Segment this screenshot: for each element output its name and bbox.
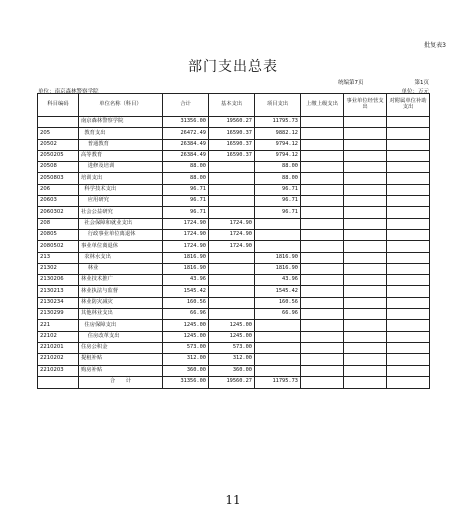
subject-code-cell: 2210202 bbox=[38, 354, 79, 365]
subject-code-cell: 2130234 bbox=[38, 297, 79, 308]
subject-name-cell bbox=[79, 139, 163, 150]
amount-cell bbox=[387, 162, 430, 173]
document-title: 部门支出总表 bbox=[188, 59, 278, 75]
table-row bbox=[38, 342, 430, 353]
amount-cell bbox=[344, 286, 387, 297]
amount-cell bbox=[387, 331, 430, 342]
amount-cell: 1724.90 bbox=[209, 229, 255, 240]
amount-cell bbox=[387, 128, 430, 139]
table-row bbox=[38, 196, 430, 207]
subject-code-cell: 2130213 bbox=[38, 286, 79, 297]
amount-cell: 31356.00 bbox=[163, 117, 209, 128]
amount-cell bbox=[209, 162, 255, 173]
subject-name-text: 农林水支出 bbox=[84, 253, 111, 260]
subject-name-text: 事业单位离退休 bbox=[81, 242, 119, 249]
amount-cell bbox=[344, 354, 387, 365]
amount-cell bbox=[387, 376, 430, 388]
amount-cell bbox=[301, 150, 344, 161]
indent bbox=[81, 231, 88, 237]
subject-code-cell: 213 bbox=[38, 252, 79, 263]
subject-name-text: 林业执法与监督 bbox=[81, 287, 119, 294]
column-header: 合计 bbox=[163, 94, 209, 117]
amount-cell bbox=[301, 297, 344, 308]
amount-cell bbox=[301, 263, 344, 274]
amount-cell: 16590.37 bbox=[209, 128, 255, 139]
subject-code-cell: 221 bbox=[38, 320, 79, 331]
amount-cell bbox=[301, 286, 344, 297]
amount-cell: 1724.90 bbox=[163, 218, 209, 229]
amount-cell: 43.96 bbox=[255, 275, 301, 286]
subject-name-cell bbox=[79, 150, 163, 161]
amount-cell: 1724.90 bbox=[209, 241, 255, 252]
subject-name-text: 高等教育 bbox=[81, 152, 103, 159]
amount-cell bbox=[301, 275, 344, 286]
amount-cell bbox=[255, 218, 301, 229]
table-row bbox=[38, 162, 430, 173]
amount-cell bbox=[255, 342, 301, 353]
page-label: 第1页 bbox=[414, 80, 429, 86]
amount-cell bbox=[301, 184, 344, 195]
amount-cell: 1724.90 bbox=[163, 241, 209, 252]
column-header: 项目支出 bbox=[255, 94, 301, 117]
amount-cell: 1724.90 bbox=[163, 229, 209, 240]
subject-name-text: 行政事业单位离退休 bbox=[87, 231, 136, 238]
subject-code-cell bbox=[38, 117, 79, 128]
amount-cell bbox=[301, 331, 344, 342]
subject-name-cell bbox=[79, 297, 163, 308]
subject-code-cell: 2210201 bbox=[38, 342, 79, 353]
amount-cell: 96.71 bbox=[163, 207, 209, 218]
amount-cell bbox=[387, 218, 430, 229]
amount-cell bbox=[209, 196, 255, 207]
subject-name-cell bbox=[79, 365, 163, 376]
subject-code-cell: 205 bbox=[38, 128, 79, 139]
amount-cell bbox=[387, 117, 430, 128]
amount-cell bbox=[209, 207, 255, 218]
subject-code-cell: 208 bbox=[38, 218, 79, 229]
subject-code-cell: 2130299 bbox=[38, 309, 79, 320]
table-row bbox=[38, 286, 430, 297]
amount-cell bbox=[387, 342, 430, 353]
subject-name-text: 普通教育 bbox=[87, 140, 109, 147]
amount-cell bbox=[209, 275, 255, 286]
amount-cell bbox=[344, 241, 387, 252]
page-number: 11 bbox=[225, 493, 241, 507]
subject-code-cell: 2050803 bbox=[38, 173, 79, 184]
table-row bbox=[38, 218, 430, 229]
subject-name-text: 提租补贴 bbox=[81, 355, 103, 362]
amount-cell bbox=[344, 342, 387, 353]
amount-cell: 43.96 bbox=[163, 275, 209, 286]
amount-cell bbox=[387, 297, 430, 308]
subject-name-cell bbox=[79, 342, 163, 353]
table-row bbox=[38, 275, 430, 286]
subject-code-cell: 206 bbox=[38, 184, 79, 195]
amount-cell bbox=[344, 275, 387, 286]
subject-name-text: 教育支出 bbox=[84, 129, 106, 136]
amount-cell bbox=[301, 309, 344, 320]
amount-cell bbox=[344, 128, 387, 139]
table-row bbox=[38, 297, 430, 308]
subject-code-cell: 21302 bbox=[38, 263, 79, 274]
amount-cell bbox=[387, 184, 430, 195]
subject-name-cell bbox=[79, 263, 163, 274]
subject-name-cell bbox=[79, 207, 163, 218]
indent bbox=[81, 333, 88, 339]
amount-cell: 160.56 bbox=[163, 297, 209, 308]
indent bbox=[81, 163, 88, 169]
amount-cell bbox=[387, 252, 430, 263]
amount-cell bbox=[255, 320, 301, 331]
amount-cell: 26384.49 bbox=[163, 139, 209, 150]
amount-cell bbox=[344, 229, 387, 240]
amount-cell bbox=[387, 150, 430, 161]
amount-cell: 1724.90 bbox=[209, 218, 255, 229]
table-body bbox=[38, 117, 430, 389]
amount-cell bbox=[387, 320, 430, 331]
amount-cell: 19560.27 bbox=[209, 376, 255, 388]
column-header: 单位名称（科目） bbox=[79, 94, 163, 117]
unit-name-label: 单位：南京森林警察学院 bbox=[38, 89, 99, 95]
amount-cell: 1816.90 bbox=[163, 252, 209, 263]
amount-cell: 19560.27 bbox=[209, 117, 255, 128]
amount-cell bbox=[387, 173, 430, 184]
amount-cell: 96.71 bbox=[163, 184, 209, 195]
amount-cell bbox=[301, 342, 344, 353]
amount-cell: 96.71 bbox=[255, 207, 301, 218]
amount-cell: 1816.90 bbox=[255, 263, 301, 274]
amount-cell bbox=[209, 263, 255, 274]
amount-cell bbox=[387, 207, 430, 218]
subject-name-cell bbox=[79, 229, 163, 240]
amount-cell bbox=[387, 286, 430, 297]
subject-name-cell bbox=[79, 320, 163, 331]
amount-cell: 9794.12 bbox=[255, 150, 301, 161]
amount-cell: 1816.90 bbox=[255, 252, 301, 263]
amount-cell bbox=[344, 218, 387, 229]
amount-cell: 88.00 bbox=[255, 162, 301, 173]
amount-cell: 16590.37 bbox=[209, 150, 255, 161]
amount-cell: 11795.73 bbox=[255, 117, 301, 128]
amount-cell: 1245.00 bbox=[209, 331, 255, 342]
amount-cell bbox=[301, 252, 344, 263]
subject-name-text: 林业 bbox=[87, 265, 99, 272]
subject-name-cell bbox=[79, 128, 163, 139]
amount-cell: 88.00 bbox=[255, 173, 301, 184]
amount-cell bbox=[209, 297, 255, 308]
amount-cell bbox=[209, 173, 255, 184]
subject-code-cell: 20805 bbox=[38, 229, 79, 240]
subject-name-text: 进修及培训 bbox=[87, 163, 115, 170]
amount-cell bbox=[344, 207, 387, 218]
amount-cell bbox=[344, 320, 387, 331]
amount-cell: 1816.90 bbox=[163, 263, 209, 274]
subject-name-cell bbox=[79, 117, 163, 128]
amount-cell bbox=[255, 229, 301, 240]
amount-cell: 1245.00 bbox=[209, 320, 255, 331]
subject-name-cell bbox=[79, 309, 163, 320]
amount-cell: 26472.49 bbox=[163, 128, 209, 139]
amount-cell: 1545.42 bbox=[163, 286, 209, 297]
table-total-row bbox=[38, 376, 430, 388]
serial-number-label: 统编第7页 bbox=[338, 80, 364, 86]
amount-cell: 312.00 bbox=[209, 354, 255, 365]
subject-code-cell: 2210203 bbox=[38, 365, 79, 376]
table-row bbox=[38, 252, 430, 263]
table-row bbox=[38, 309, 430, 320]
amount-cell bbox=[301, 117, 344, 128]
indent bbox=[81, 197, 88, 203]
subject-name-text: 南京森林警察学院 bbox=[81, 118, 124, 125]
amount-cell: 26384.49 bbox=[163, 150, 209, 161]
amount-cell bbox=[301, 218, 344, 229]
amount-cell bbox=[301, 241, 344, 252]
indent bbox=[81, 265, 88, 271]
amount-cell bbox=[387, 309, 430, 320]
amount-cell: 88.00 bbox=[163, 162, 209, 173]
amount-cell bbox=[387, 229, 430, 240]
subject-name-cell bbox=[79, 196, 163, 207]
subject-name-cell: 合 计 bbox=[79, 376, 163, 388]
amount-cell bbox=[344, 331, 387, 342]
amount-cell bbox=[344, 252, 387, 263]
amount-cell bbox=[301, 139, 344, 150]
subject-name-cell bbox=[79, 354, 163, 365]
amount-cell: 9882.12 bbox=[255, 128, 301, 139]
amount-cell bbox=[209, 286, 255, 297]
table-row bbox=[38, 184, 430, 195]
amount-cell bbox=[301, 376, 344, 388]
amount-cell bbox=[301, 128, 344, 139]
amount-cell bbox=[344, 184, 387, 195]
subject-name-text: 社会保障和就业支出 bbox=[84, 219, 133, 226]
subject-code-cell: 20502 bbox=[38, 139, 79, 150]
subject-name-cell bbox=[79, 286, 163, 297]
amount-cell bbox=[344, 117, 387, 128]
amount-cell bbox=[255, 354, 301, 365]
amount-cell bbox=[387, 365, 430, 376]
indent bbox=[81, 141, 88, 147]
column-header: 事业单位经营支出 bbox=[344, 94, 387, 117]
amount-cell bbox=[209, 309, 255, 320]
amount-cell: 360.00 bbox=[163, 365, 209, 376]
table-row bbox=[38, 150, 430, 161]
table-row bbox=[38, 320, 430, 331]
amount-cell: 96.71 bbox=[255, 184, 301, 195]
subject-code-cell: 2130206 bbox=[38, 275, 79, 286]
subject-name-text: 住房改革支出 bbox=[87, 332, 120, 339]
subject-name-cell bbox=[79, 162, 163, 173]
amount-cell: 1245.00 bbox=[163, 320, 209, 331]
amount-cell bbox=[255, 241, 301, 252]
subject-code-cell bbox=[38, 376, 79, 388]
amount-cell bbox=[255, 365, 301, 376]
amount-cell: 9794.12 bbox=[255, 139, 301, 150]
subject-name-text: 培训支出 bbox=[81, 174, 103, 181]
amount-cell bbox=[344, 365, 387, 376]
subject-name-cell bbox=[79, 252, 163, 263]
amount-cell: 66.96 bbox=[163, 309, 209, 320]
amount-cell bbox=[387, 196, 430, 207]
column-header: 基本支出 bbox=[209, 94, 255, 117]
amount-cell bbox=[344, 297, 387, 308]
amount-cell: 312.00 bbox=[163, 354, 209, 365]
table-header-row bbox=[38, 94, 430, 117]
subject-name-text: 应用研究 bbox=[87, 197, 109, 204]
column-header: 对附属单位补助支出 bbox=[387, 94, 430, 117]
table-row bbox=[38, 331, 430, 342]
currency-unit-label: 单位：万元 bbox=[401, 89, 429, 95]
table-row bbox=[38, 354, 430, 365]
table-row bbox=[38, 117, 430, 128]
table-row bbox=[38, 263, 430, 274]
subject-name-text: 住房公积金 bbox=[81, 344, 108, 351]
subject-name-text: 购房补贴 bbox=[81, 366, 103, 373]
amount-cell bbox=[344, 309, 387, 320]
subject-name-cell bbox=[79, 173, 163, 184]
subject-code-cell: 2050205 bbox=[38, 150, 79, 161]
subject-code-cell: 20603 bbox=[38, 196, 79, 207]
table-row bbox=[38, 128, 430, 139]
amount-cell bbox=[301, 229, 344, 240]
amount-cell: 573.00 bbox=[163, 342, 209, 353]
amount-cell: 66.96 bbox=[255, 309, 301, 320]
subject-code-cell: 22102 bbox=[38, 331, 79, 342]
table-row bbox=[38, 229, 430, 240]
amount-cell bbox=[344, 263, 387, 274]
table-row bbox=[38, 365, 430, 376]
subject-name-cell bbox=[79, 241, 163, 252]
amount-cell bbox=[387, 263, 430, 274]
subject-name-text: 科学技术支出 bbox=[84, 186, 117, 193]
form-code: 批复表3 bbox=[424, 42, 446, 49]
subject-name-text: 住房保障支出 bbox=[84, 321, 117, 328]
column-header: 科目编码 bbox=[38, 94, 79, 117]
amount-cell: 31356.00 bbox=[163, 376, 209, 388]
amount-cell: 96.71 bbox=[163, 196, 209, 207]
amount-cell bbox=[301, 320, 344, 331]
amount-cell bbox=[209, 252, 255, 263]
amount-cell: 96.71 bbox=[255, 196, 301, 207]
amount-cell: 360.00 bbox=[209, 365, 255, 376]
subject-name-text: 其他林业支出 bbox=[81, 310, 113, 317]
subject-code-cell: 2080502 bbox=[38, 241, 79, 252]
table-row bbox=[38, 207, 430, 218]
amount-cell: 1545.42 bbox=[255, 286, 301, 297]
amount-cell bbox=[387, 275, 430, 286]
amount-cell bbox=[387, 139, 430, 150]
subject-name-cell bbox=[79, 184, 163, 195]
amount-cell bbox=[301, 365, 344, 376]
subject-code-cell: 20508 bbox=[38, 162, 79, 173]
subject-name-cell bbox=[79, 331, 163, 342]
amount-cell bbox=[344, 376, 387, 388]
amount-cell bbox=[301, 173, 344, 184]
amount-cell bbox=[387, 354, 430, 365]
amount-cell bbox=[387, 241, 430, 252]
table-row bbox=[38, 241, 430, 252]
amount-cell bbox=[344, 162, 387, 173]
amount-cell bbox=[301, 196, 344, 207]
table-row bbox=[38, 139, 430, 150]
amount-cell bbox=[344, 173, 387, 184]
amount-cell bbox=[344, 196, 387, 207]
amount-cell: 88.00 bbox=[163, 173, 209, 184]
amount-cell: 573.00 bbox=[209, 342, 255, 353]
amount-cell bbox=[301, 354, 344, 365]
subject-name-text: 林业技术推广 bbox=[81, 276, 113, 283]
amount-cell: 11795.73 bbox=[255, 376, 301, 388]
amount-cell: 1245.00 bbox=[163, 331, 209, 342]
amount-cell bbox=[301, 162, 344, 173]
amount-cell: 16590.37 bbox=[209, 139, 255, 150]
amount-cell bbox=[344, 139, 387, 150]
table-row bbox=[38, 173, 430, 184]
amount-cell: 160.56 bbox=[255, 297, 301, 308]
amount-cell bbox=[209, 184, 255, 195]
subject-name-text: 社会公益研究 bbox=[81, 208, 113, 215]
column-header: 上缴上级支出 bbox=[301, 94, 344, 117]
subject-name-cell bbox=[79, 218, 163, 229]
amount-cell bbox=[344, 150, 387, 161]
subject-name-cell bbox=[79, 275, 163, 286]
expenditure-table bbox=[37, 93, 430, 389]
subject-code-cell: 2060302 bbox=[38, 207, 79, 218]
subject-name-text: 林业防灾减灾 bbox=[81, 298, 113, 305]
amount-cell bbox=[301, 207, 344, 218]
amount-cell bbox=[255, 331, 301, 342]
